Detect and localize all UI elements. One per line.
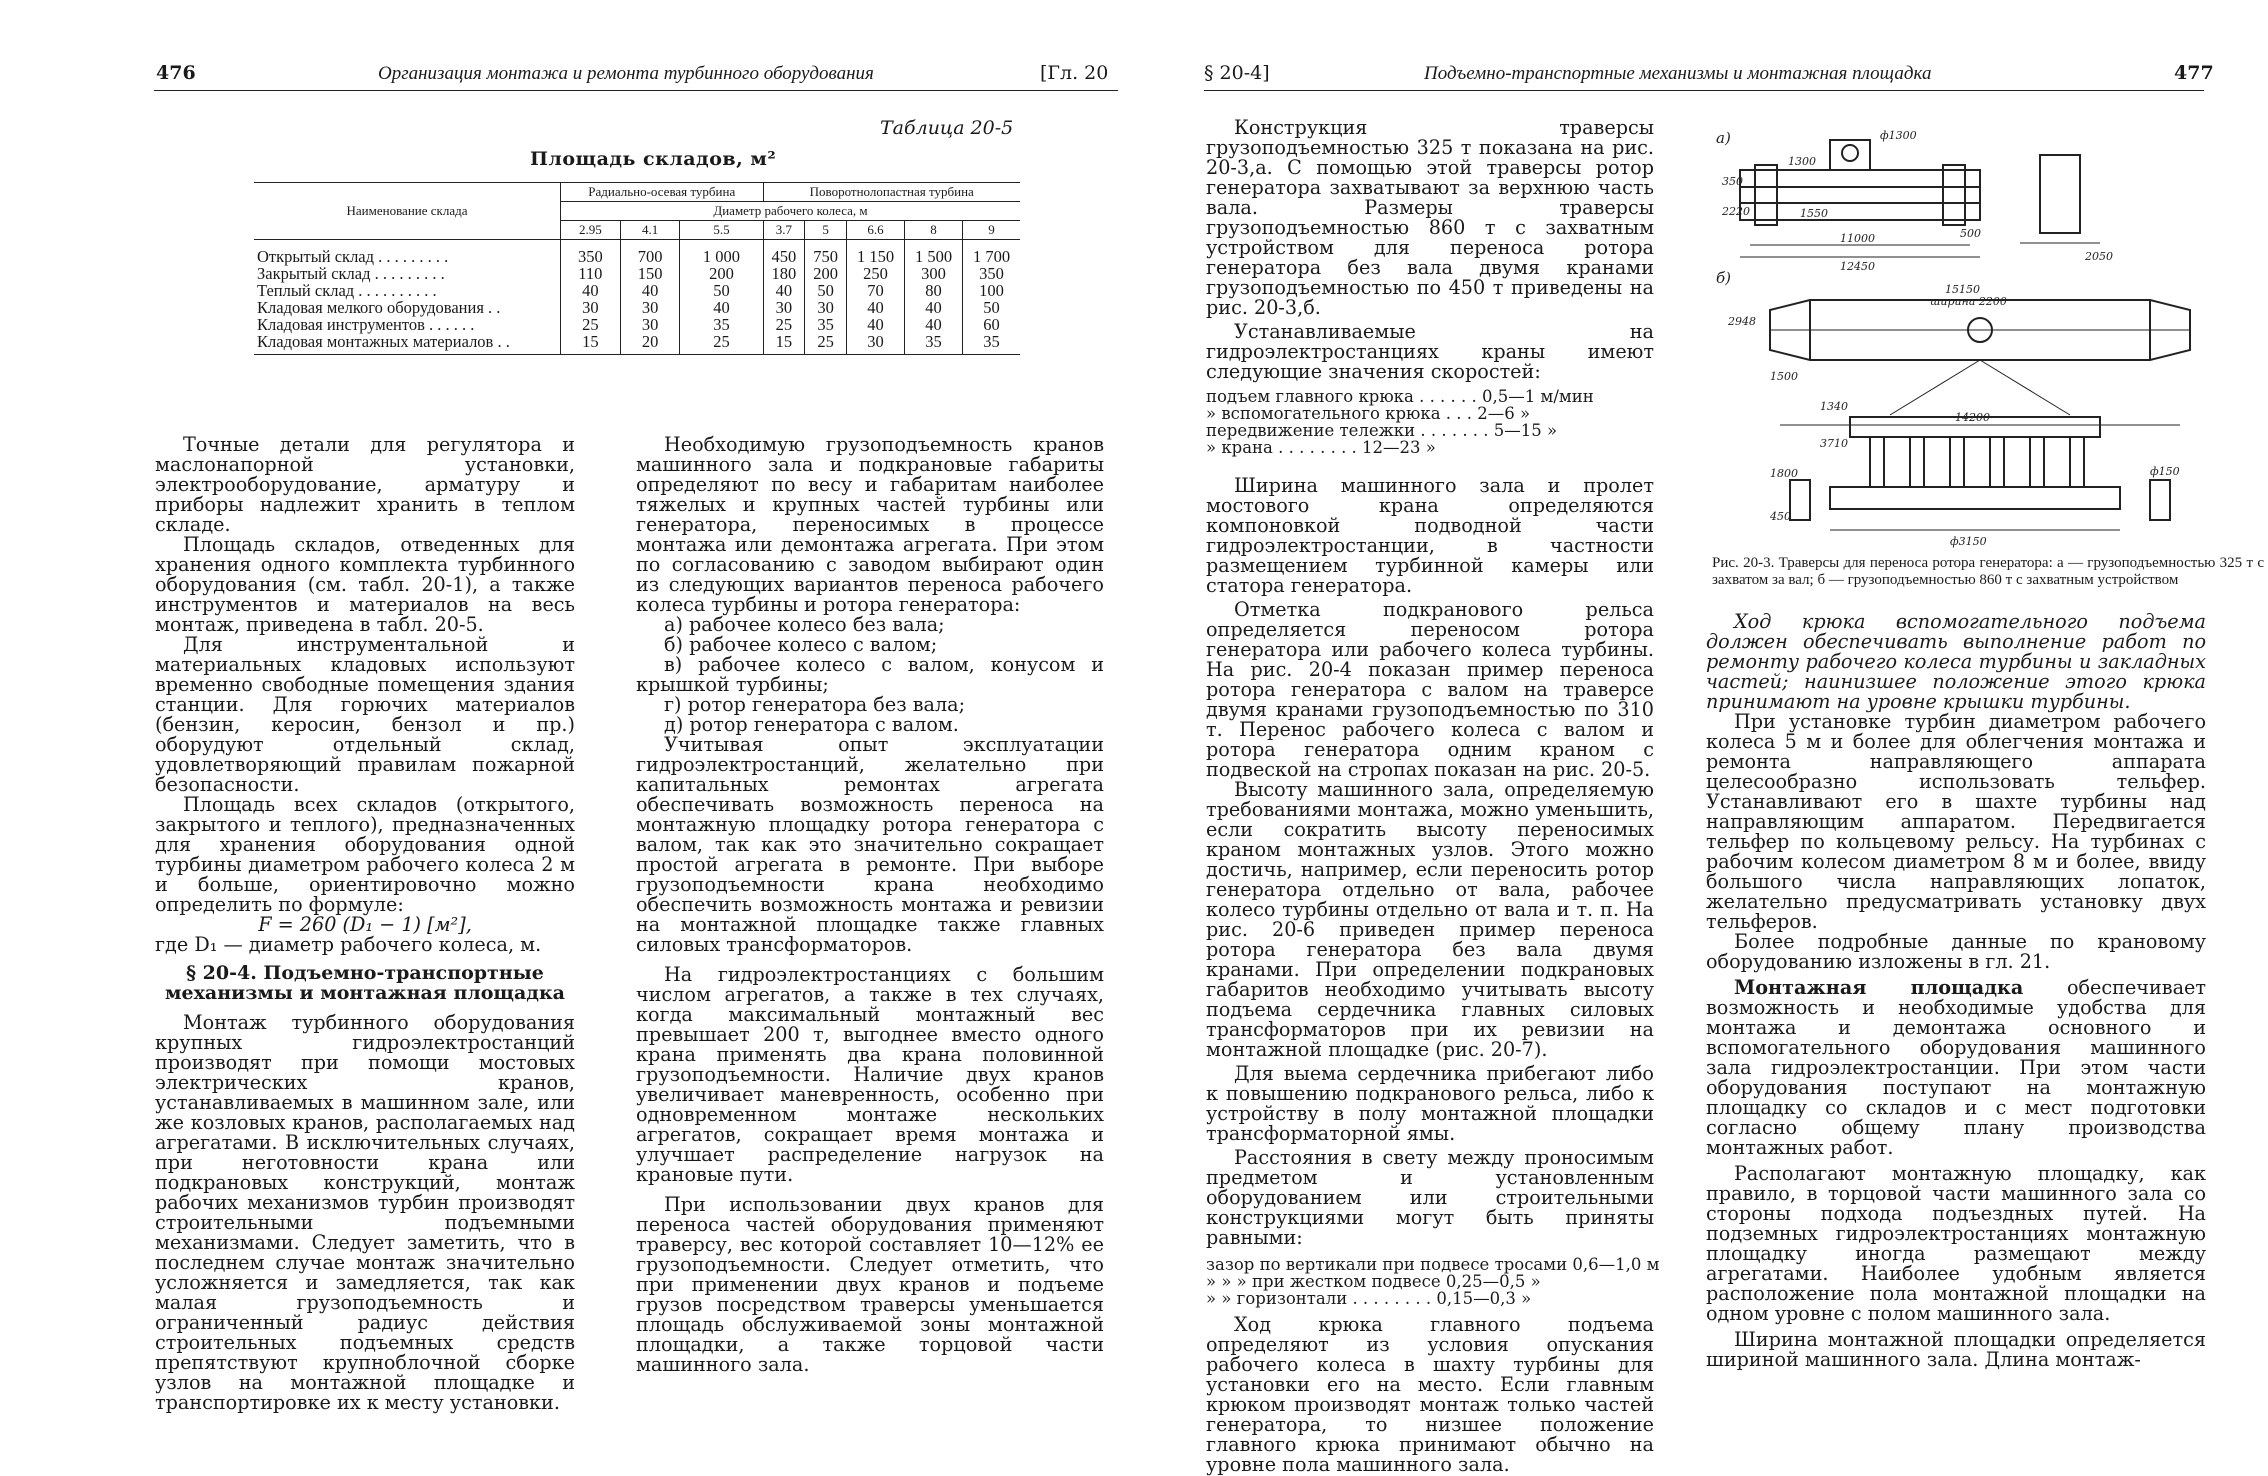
paragraph: Учитывая опыт эксплуатации гидроэлектростанций, желательно при капитальных ремонтах агрегата обеспечивать возможность переноса на монтажную площадку ротора генератора с валом, так как это значительно сокращает простой агрегата в ремонте. При выборе грузоподъемности крана необходимо обеспечить возможность монтажа и ревизии на монтажной площадке также главных силовых трансформаторов. (636, 733, 1104, 956)
table-cell: 50 (805, 282, 847, 299)
left-column-1 (155, 435, 575, 1413)
table-group-radial: Радиально-осевая турбина (561, 183, 764, 202)
table-cell: 35 (905, 333, 963, 355)
list-item: б) рабочее колесо с валом; (664, 633, 938, 656)
table-row-label: Кладовая монтажных материалов . . (257, 332, 510, 351)
formula-where: где D₁ — диаметр рабочего колеса, м. (155, 933, 542, 956)
table-title: Площадь складов, м² (530, 148, 777, 170)
figure-caption: Рис. 20-3. Траверсы для переноса ротора генератора: а — грузоподъемностью 325 т с захватом за вал; б — грузоподъемностью 860 т с захватным устройством (1712, 555, 2264, 588)
list-item: а) рабочее колесо без вала; (664, 613, 945, 636)
table-cell: 35 (680, 316, 763, 333)
table-cell: 40 (847, 316, 905, 333)
table-cell: 150 (620, 265, 680, 282)
table-cell: 250 (847, 265, 905, 282)
dim-label: 450 (1770, 510, 1791, 523)
paragraph: Ширина монтажной площадки определяется шириной машинного зала. Длина монтаж- (1706, 1328, 2206, 1371)
table-group-kaplan: Поворотнолопастная турбина (763, 183, 1020, 202)
paragraph: Монтажная площадка обеспечивает возможность и необходимые удобства для монтажа и демонтажа основного и вспомогательного оборудования машинного зала гидроэлектростанции. При этом части оборудования поступают на монтажную площадку со складов и с мест подготовки согласно общему плану производства монтажных работ. (1706, 976, 2206, 1159)
paragraph: На гидроэлектростанциях с большим числом агрегатов, а также в тех случаях, когда максимальный монтажный вес превышает 200 т, выгоднее вместо одного крана применять два крана половинной грузоподъемности. Наличие двух кранов увеличивает маневренность, особенно при одновременном монтаже нескольких агрегатов, сокращает время монтажа и улучшает распределение нагрузок на крановые пути. (636, 963, 1104, 1186)
table-header-name: Наименование склада (254, 183, 561, 240)
chapter-ref: [Гл. 20 (1040, 62, 1109, 84)
dim-label: 350 (1722, 175, 1743, 188)
table-cell: 30 (620, 299, 680, 316)
paragraph: Ход крюка вспомогательного подъема должен обеспечивать выполнение работ по ремонту рабочего колеса турбины и закладных частей; наинизшее положение этого крюка принимают на уровне крышки турбины. (1706, 610, 2206, 713)
table-cell: 40 (905, 299, 963, 316)
table-cell: 300 (905, 265, 963, 282)
table-cell: 1 000 (680, 240, 763, 266)
dim-label: 2220 (1722, 205, 1750, 218)
table-diameter-cell: 3.7 (763, 221, 805, 240)
dim-label: ширина 2200 (1930, 295, 2007, 308)
table-row (254, 299, 1020, 316)
dim-label: ф3150 (1950, 535, 1987, 548)
clearance-list (1206, 1255, 1660, 1308)
left-page (0, 0, 1134, 1428)
table-diameter-cell: 5.5 (680, 221, 763, 240)
table-cell: 100 (963, 282, 1020, 299)
table-cell: 50 (963, 299, 1020, 316)
table-cell: 110 (561, 265, 621, 282)
table-row-label: Теплый склад . . . . . . . . . . (257, 281, 437, 300)
header-rule (154, 90, 1118, 91)
table-cell: 30 (847, 333, 905, 355)
speed-row: » вспомогательного крюка . . . 2—6 » (1206, 404, 1531, 423)
paragraph: Для выема сердечника прибегают либо к повышению подкранового рельса, либо к устройству в полу монтажной площадки трансформаторной ямы. (1206, 1062, 1654, 1145)
clearance-row: зазор по вертикали при подвесе тросами 0,6—1,0 м (1206, 1255, 1660, 1274)
right-column-2 (1706, 612, 2206, 1370)
storage-area-table (254, 182, 1020, 355)
table-cell: 30 (561, 299, 621, 316)
list-item: в) рабочее колесо с валом, конусом и крышкой турбины; (636, 653, 1104, 696)
paragraph: Ширина машинного зала и пролет мостового крана определяются компоновкой подводной части гидроэлектростанции, в частности размещением турбинной камеры или статора генератора. (1206, 474, 1654, 597)
paragraph: Высоту машинного зала, определяемую требованиями монтажа, можно уменьшить, если сократить высоту переносимых краном монтажных узлов. Этого можно достичь, например, если переносить ротор генератора отдельно от вала, рабочее колесо турбины отдельно от вала и т. п. На рис. 20-6 приведен пример переноса ротора генератора без вала двумя кранами. При определении подкрановых габаритов необходимо учитывать высоту подъема сердечника главных силовых трансформаторов при их ревизии на монтажной площадке (рис. 20-7). (1206, 778, 1654, 1061)
dim-label: 1500 (1770, 370, 1798, 383)
formula: F = 260 (D₁ − 1) [м²], (258, 913, 472, 936)
list-item: д) ротор генератора с валом. (664, 713, 959, 736)
paragraph: Расстояния в свету между проносимым предметом и установленным оборудованием или строительными конструкциями могут быть приняты равными: (1206, 1146, 1654, 1249)
paragraph: При установке турбин диаметром рабочего колеса 5 м и более для облегчения монтажа и ремонта направляющего аппарата целесообразно использовать тельфер. Устанавливают его в шахте турбины над направляющим аппаратом. Передвигается тельфер по кольцевому рельсу. На турбинах с рабочим колесом диаметром 8 м и более, ввиду большого числа направляющих лопаток, желательно предусматривать установку двух тельферов. (1706, 710, 2206, 933)
table-cell: 750 (805, 240, 847, 266)
table-cell: 35 (963, 333, 1020, 355)
table-diameter-header: Диаметр рабочего колеса, м (561, 202, 1021, 221)
dim-label: 1340 (1820, 400, 1848, 413)
figure-label-b: б) (1716, 269, 1732, 287)
table-diameter-cell: 2.95 (561, 221, 621, 240)
table-cell: 25 (561, 316, 621, 333)
run-in-heading: Монтажная площадка (1734, 976, 2024, 999)
table-cell: 40 (905, 316, 963, 333)
dim-label: 2050 (2085, 250, 2113, 263)
table-row (254, 240, 1020, 266)
header-rule (1204, 90, 2204, 91)
table-cell: 40 (620, 282, 680, 299)
table-cell: 25 (763, 316, 805, 333)
paragraph: Устанавливаемые на гидроэлектростанциях краны имеют следующие значения скоростей: (1206, 320, 1654, 383)
dim-label: ф1300 (1880, 129, 1917, 142)
clearance-row: » » горизонтали . . . . . . . . 0,15—0,3 » (1206, 1289, 1532, 1308)
dim-label: 15150 (1945, 283, 1980, 296)
table-diameter-cell: 8 (905, 221, 963, 240)
figure-label-a: а) (1716, 129, 1731, 147)
table-cell: 35 (805, 316, 847, 333)
table-cell: 200 (680, 265, 763, 282)
paragraph: Необходимую грузоподъемность кранов машинного зала и подкрановые габариты определяют по весу и габаритам наиболее тяжелых и крупных частей турбины или генератора, переносимых в процессе монтажа или демонтажа агрегата. При этом по согласованию с заводом выбирают один из следующих вариантов переноса рабочего колеса турбины и ротора генератора: (636, 433, 1104, 616)
dim-label: 2948 (1728, 315, 1756, 328)
paragraph: Конструкция траверсы грузоподъемностью 325 т показана на рис. 20-3,а. С помощью этой траверсы ротор генератора захватывают за верхнюю часть вала. Размеры траверсы грузоподъемностью 860 т с захватным устройством для переноса ротора генератора без вала двумя кранами грузоподъемностью по 450 т приведены на рис. 20-3,б. (1206, 116, 1654, 319)
table-diameter-cell: 9 (963, 221, 1020, 240)
dim-label: 500 (1960, 227, 1981, 240)
paragraph: Для инструментальной и материальных кладовых используют временно свободные помещения здания станции. Для горючих материалов (бензин, керосин, бензол и пр.) оборудуют отдельный склад, удовлетворяющий правилам пожарной безопасности. (155, 633, 575, 796)
table-cell: 25 (680, 333, 763, 355)
dim-label: 3710 (1820, 437, 1848, 450)
table-cell: 180 (763, 265, 805, 282)
table-row (254, 316, 1020, 333)
table-cell: 700 (620, 240, 680, 266)
table-cell: 1 150 (847, 240, 905, 266)
paragraph: Располагают монтажную площадку, как правило, в торцовой части машинного зала со стороны подхода подъездных путей. На подземных гидроэлектростанциях монтажную площадку иногда размещают между агрегатами. Наиболее удобным является расположение пола монтажной площадки на одном уровне с полом машинного зала. (1706, 1162, 2206, 1325)
table-cell: 200 (805, 265, 847, 282)
dim-label: 1550 (1800, 207, 1828, 220)
left-column-2 (636, 435, 1104, 1375)
crane-speed-list (1206, 388, 1654, 456)
speed-row: » крана . . . . . . . . 12—23 » (1206, 438, 1436, 457)
paragraph: Площадь складов, отведенных для хранения одного комплекта турбинного оборудования (см. табл. 20-1), а также инструментов и материалов на весь монтаж, приведена в табл. 20-5. (155, 533, 575, 636)
running-title: Подъемно-транспортные механизмы и монтажная площадка (1424, 63, 1932, 84)
speed-row: передвижение тележки . . . . . . . 5—15 » (1206, 421, 1558, 440)
table-cell: 40 (680, 299, 763, 316)
table-cell: 40 (561, 282, 621, 299)
table-row-label: Открытый склад . . . . . . . . . (257, 247, 449, 266)
running-title: Организация монтажа и ремонта турбинного оборудования (378, 63, 874, 84)
section-heading: § 20-4. Подъемно-транспортные механизмы и монтажная площадка (165, 962, 565, 1004)
dim-label: 1300 (1788, 155, 1816, 168)
table-cell: 60 (963, 316, 1020, 333)
page-number: 477 (2174, 62, 2214, 84)
table-caption: Таблица 20-5 (880, 117, 1014, 139)
section-ref: § 20-4] (1204, 62, 1270, 84)
table-cell: 1 500 (905, 240, 963, 266)
dim-label: 1800 (1770, 467, 1798, 480)
page-number: 476 (156, 62, 196, 84)
table-row-label: Закрытый склад . . . . . . . . . (257, 264, 445, 283)
table-cell: 40 (763, 282, 805, 299)
dim-label: 12450 (1840, 260, 1875, 273)
paragraph: Ход крюка главного подъема определяют из условия опускания рабочего колеса в шахту турбины для установки его на место. Если главным крюком производят монтаж только частей генератора, то низшее положение главного крюка принимают обычно на уровне пола машинного зала. (1206, 1313, 1654, 1476)
table-cell: 40 (847, 299, 905, 316)
paragraph: Отметка подкранового рельса определяется переносом ротора генератора или рабочего колеса турбины. На рис. 20-4 показан пример переноса ротора генератора с валом на траверсе двумя кранами грузоподъемностью по 310 т. Перенос рабочего колеса с валом и ротора генератора одним краном с подвеской на стропах показан на рис. 20-5. (1206, 598, 1654, 781)
speed-row: подъем главного крюка . . . . . . 0,5—1 м/мин (1206, 387, 1594, 406)
table-cell: 50 (680, 282, 763, 299)
rotor-rim (1830, 487, 2120, 509)
table-diameter-cell: 5 (805, 221, 847, 240)
table-cell: 25 (805, 333, 847, 355)
paragraph: Площадь всех складов (открытого, закрытого и теплого), предназначенных для хранения оборудования одной турбины диаметром рабочего колеса 2 м и больше, ориентировочно можно определить по формуле: (155, 793, 575, 916)
table-cell: 70 (847, 282, 905, 299)
table-body (254, 240, 1020, 355)
table-row (254, 282, 1020, 299)
table-cell: 30 (620, 316, 680, 333)
variant-list (636, 615, 1104, 735)
right-column-1 (1206, 116, 1660, 1476)
table-cell: 15 (561, 333, 621, 355)
traverse-figure (1710, 125, 2266, 550)
table-cell: 15 (763, 333, 805, 355)
table-cell: 20 (620, 333, 680, 355)
clearance-row: » » » при жестком подвесе 0,25—0,5 » (1206, 1272, 1541, 1291)
table-cell: 30 (763, 299, 805, 316)
table-row (254, 333, 1020, 355)
table-cell: 450 (763, 240, 805, 266)
table-cell: 30 (805, 299, 847, 316)
dim-label: ф150 (2150, 465, 2180, 478)
dim-label: 14200 (1955, 411, 1990, 424)
table-cell: 350 (561, 240, 621, 266)
table-row-label: Кладовая инструментов . . . . . . (257, 315, 475, 334)
table-cell: 350 (963, 265, 1020, 282)
dim-label: 11000 (1840, 232, 1875, 245)
paragraph: Точные детали для регулятора и маслонапорной установки, электрооборудование, арматуру и приборы надлежит хранить в теплом складе. (155, 433, 575, 536)
right-page (1134, 0, 2268, 1476)
paragraph: Монтаж турбинного оборудования крупных гидроэлектростанций производят при помощи мостовых электрических кранов, устанавливаемых в машинном зале, или же козловых кранов, располагаемых над агрегатами. В исключительных случаях, при неготовности крана или подкрановых конструкций, монтаж рабочих механизмов турбин производят строительными подъемными механизмами. Следует заметить, что в последнем случае монтаж значительно усложняется и замедляется, так как малая грузоподъемность и ограниченный радиус действия строительных подъемных средств препятствуют крупноблочной сборке узлов на монтажной площадке и транспортировке их к месту установки. (155, 1011, 575, 1414)
table-cell: 1 700 (963, 240, 1020, 266)
table-diameter-cell: 4.1 (620, 221, 680, 240)
table-row (254, 265, 1020, 282)
table-row-label: Кладовая мелкого оборудования . . (257, 298, 501, 317)
table-diameter-cell: 6.6 (847, 221, 905, 240)
list-item: г) ротор генератора без вала; (664, 693, 966, 716)
paragraph: При использовании двух кранов для переноса частей оборудования применяют траверсу, вес которой составляет 10—12% ее грузоподъемности. Следует отметить, что при применении двух кранов и подъеме грузов посредством траверсы уменьшается площадь обслуживаемой зоны монтажной площадки, а также торцовой части машинного зала. (636, 1193, 1104, 1376)
paragraph: Более подробные данные по крановому оборудованию изложены в гл. 21. (1706, 930, 2206, 973)
table-cell: 80 (905, 282, 963, 299)
